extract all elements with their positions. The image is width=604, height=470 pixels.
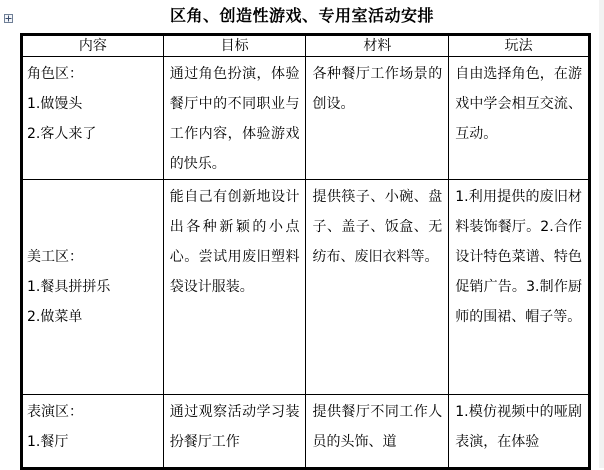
play-cell: 1.利用提供的废旧材料装饰餐厅。2.合作设计特色菜谱、特色促销广告。3.制作厨师的围裙、帽子等。	[449, 180, 590, 395]
zone-title: 角色区：	[27, 66, 83, 82]
zone-activity: 1.做馒头	[27, 96, 83, 112]
goal-cell: 通过观察活动学习装扮餐厅工作	[163, 395, 306, 469]
zone-cell	[22, 180, 164, 395]
zone-title: 表演区：	[27, 404, 83, 420]
table-row	[22, 180, 590, 395]
zone-activity: 1.餐具拼拼乐	[27, 279, 111, 295]
materials-cell: 各种餐厅工作场景的创设。	[306, 57, 449, 180]
header-materials: 材料	[306, 35, 449, 57]
play-cell: 自由选择角色，在游戏中学会相互交流、互动。	[449, 57, 590, 180]
play-cell: 1.模仿视频中的哑剧表演，在体验	[449, 395, 590, 469]
materials-cell: 提供筷子、小碗、盘子、盖子、饭盒、无纺布、废旧衣料等。	[306, 180, 449, 395]
zone-cell	[22, 395, 164, 469]
table-move-handle-icon[interactable]	[4, 14, 13, 23]
header-row	[22, 35, 590, 57]
materials-cell: 提供餐厅不同工作人员的头饰、道	[306, 395, 449, 469]
header-goal: 目标	[163, 35, 306, 57]
table-row	[22, 395, 590, 469]
zone-cell	[22, 57, 164, 180]
header-play: 玩法	[449, 35, 590, 57]
zone-activity: 2.客人来了	[27, 126, 97, 142]
document-title: 区角、创造性游戏、专用室活动安排	[169, 6, 434, 25]
zone-title: 美工区：	[27, 249, 83, 265]
zone-activity: 1.餐厅	[27, 434, 69, 450]
goal-cell: 能自己有创新地设计出各种新颖的小点心。尝试用废旧塑料袋设计服装。	[163, 180, 306, 395]
goal-cell: 通过角色扮演，体验餐厅中的不同职业与工作内容，体验游戏的快乐。	[163, 57, 306, 180]
activity-schedule-table	[20, 33, 591, 470]
page-edge	[599, 0, 604, 468]
zone-activity: 2.做菜单	[27, 309, 83, 325]
header-content: 内容	[22, 35, 164, 57]
table-row	[22, 57, 590, 180]
